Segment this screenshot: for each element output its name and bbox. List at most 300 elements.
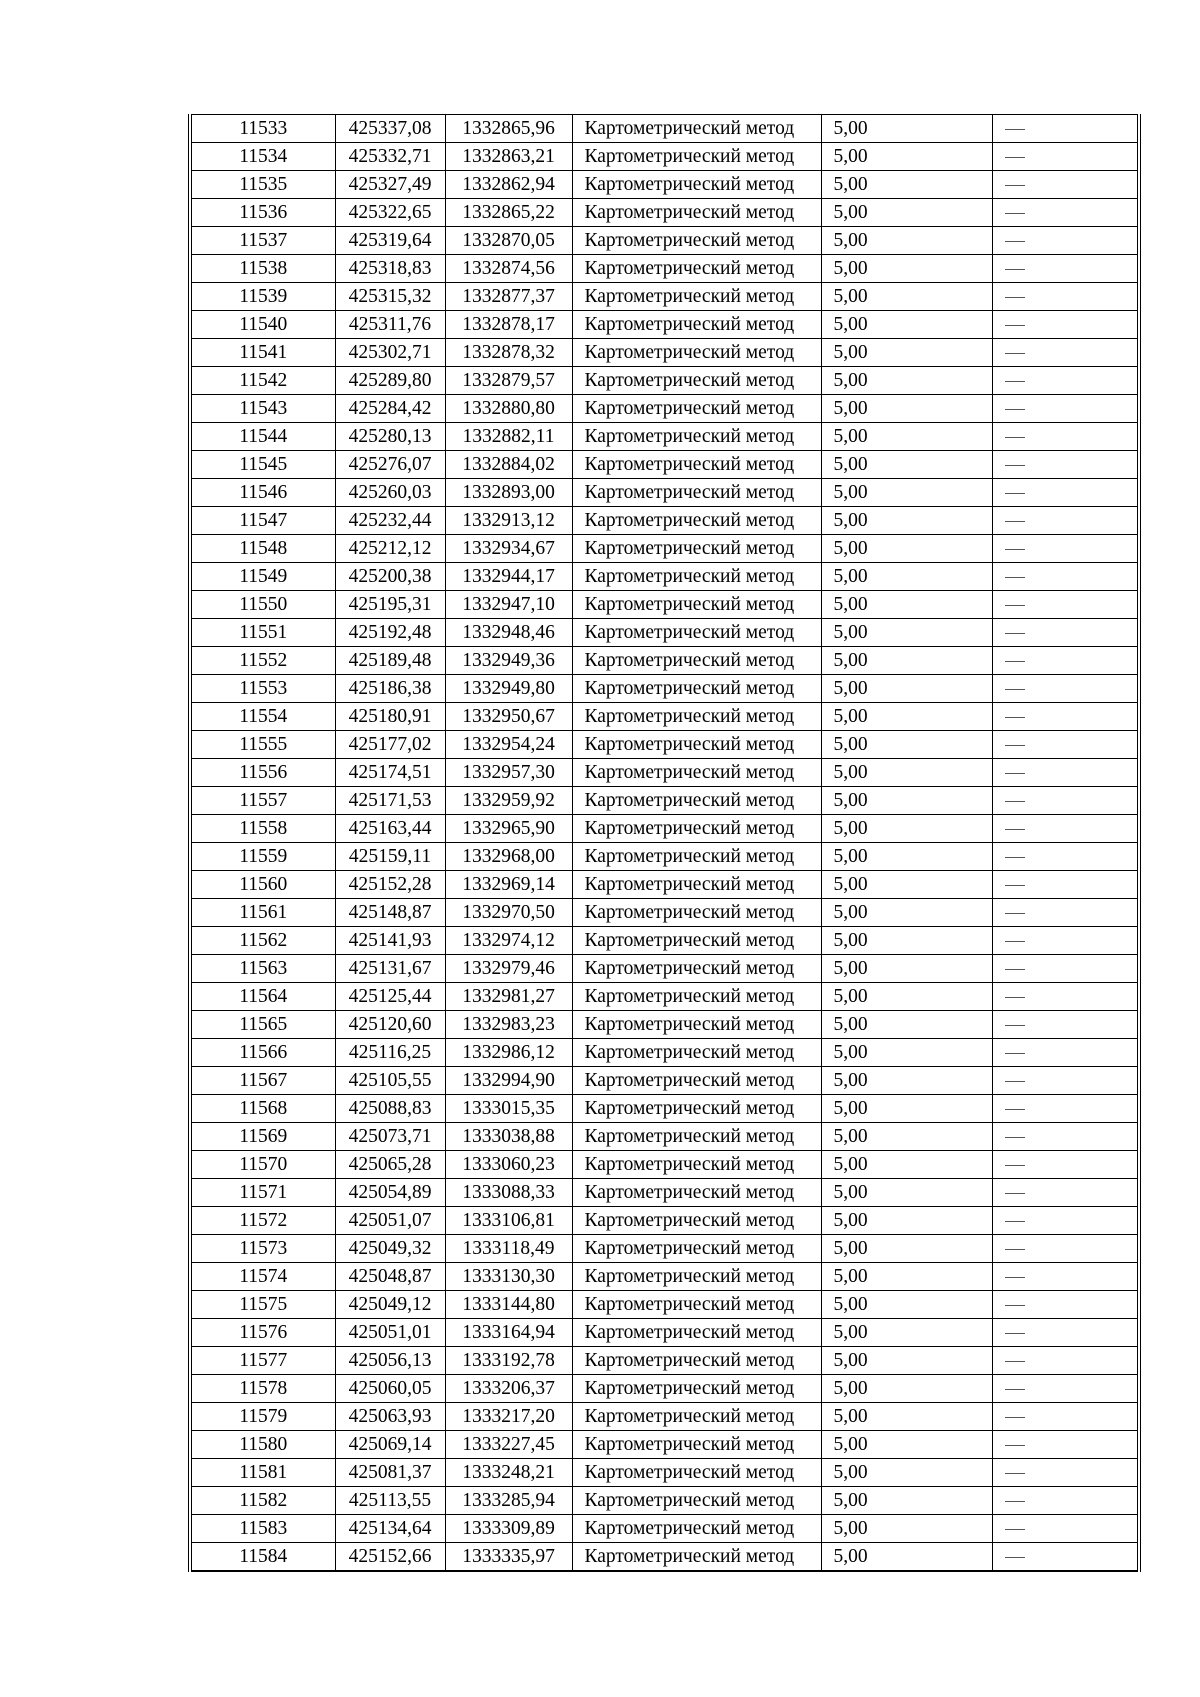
dash-mark [1005,1361,1025,1362]
table-row [190,1067,1139,1095]
cell-accuracy: 5,00 [821,339,992,367]
cell-note [992,1235,1139,1263]
cell-accuracy: 5,00 [821,843,992,871]
dash-mark [1005,297,1025,298]
cell-point-number: 11566 [190,1039,335,1067]
cell-accuracy: 5,00 [821,283,992,311]
cell-accuracy: 5,00 [821,367,992,395]
cell-method: Картометрический метод [572,283,821,311]
table-row [190,899,1139,927]
cell-note [992,479,1139,507]
cell-method: Картометрический метод [572,1095,821,1123]
cell-point-number: 11551 [190,619,335,647]
cell-point-number: 11558 [190,815,335,843]
dash-mark [1005,1165,1025,1166]
cell-method: Картометрический метод [572,143,821,171]
dash-mark [1005,1025,1025,1026]
table-row [190,1011,1139,1039]
cell-method: Картометрический метод [572,731,821,759]
cell-accuracy: 5,00 [821,1543,992,1572]
cell-accuracy: 5,00 [821,1039,992,1067]
cell-point-number: 11569 [190,1123,335,1151]
cell-coord-y: 1332934,67 [445,535,572,563]
cell-point-number: 11542 [190,367,335,395]
cell-coord-x: 425105,55 [335,1067,445,1095]
cell-method: Картометрический метод [572,843,821,871]
cell-coord-y: 1332954,24 [445,731,572,759]
cell-coord-y: 1333227,45 [445,1431,572,1459]
table-row [190,1179,1139,1207]
cell-coord-x: 425081,37 [335,1459,445,1487]
cell-method: Картометрический метод [572,311,821,339]
cell-coord-x: 425163,44 [335,815,445,843]
table-row [190,843,1139,871]
cell-accuracy: 5,00 [821,451,992,479]
cell-note [992,115,1139,143]
cell-coord-y: 1332950,67 [445,703,572,731]
cell-note [992,1123,1139,1151]
dash-mark [1005,605,1025,606]
table-row [190,1319,1139,1347]
cell-coord-y: 1333285,94 [445,1487,572,1515]
cell-note [992,703,1139,731]
cell-point-number: 11562 [190,927,335,955]
cell-coord-y: 1333164,94 [445,1319,572,1347]
cell-note [992,1515,1139,1543]
cell-accuracy: 5,00 [821,1459,992,1487]
cell-point-number: 11561 [190,899,335,927]
cell-coord-x: 425319,64 [335,227,445,255]
table-row [190,1151,1139,1179]
table-row [190,1263,1139,1291]
cell-coord-x: 425088,83 [335,1095,445,1123]
cell-coord-x: 425141,93 [335,927,445,955]
cell-accuracy: 5,00 [821,1431,992,1459]
cell-method: Картометрический метод [572,703,821,731]
dash-mark [1005,1109,1025,1110]
cell-coord-y: 1332862,94 [445,171,572,199]
cell-accuracy: 5,00 [821,871,992,899]
cell-method: Картометрический метод [572,1235,821,1263]
cell-point-number: 11541 [190,339,335,367]
cell-coord-y: 1332879,57 [445,367,572,395]
cell-coord-x: 425311,76 [335,311,445,339]
cell-accuracy: 5,00 [821,507,992,535]
cell-coord-y: 1333248,21 [445,1459,572,1487]
cell-note [992,1487,1139,1515]
cell-coord-x: 425318,83 [335,255,445,283]
cell-method: Картометрический метод [572,815,821,843]
cell-method: Картометрический метод [572,899,821,927]
cell-note [992,899,1139,927]
table-row [190,815,1139,843]
cell-method: Картометрический метод [572,927,821,955]
cell-point-number: 11536 [190,199,335,227]
dash-mark [1005,773,1025,774]
cell-note [992,507,1139,535]
cell-accuracy: 5,00 [821,227,992,255]
cell-note [992,871,1139,899]
cell-coord-x: 425180,91 [335,703,445,731]
cell-note [992,927,1139,955]
dash-mark [1005,1193,1025,1194]
cell-method: Картометрический метод [572,1347,821,1375]
table-row [190,1347,1139,1375]
cell-coord-x: 425289,80 [335,367,445,395]
dash-mark [1005,1081,1025,1082]
cell-coord-y: 1332959,92 [445,787,572,815]
cell-point-number: 11578 [190,1375,335,1403]
table-row [190,591,1139,619]
cell-point-number: 11581 [190,1459,335,1487]
cell-note [992,1067,1139,1095]
dash-mark [1005,1417,1025,1418]
table-row [190,703,1139,731]
cell-coord-y: 1333118,49 [445,1235,572,1263]
table-row [190,647,1139,675]
cell-note [992,1011,1139,1039]
table-row [190,1459,1139,1487]
cell-method: Картометрический метод [572,675,821,703]
cell-coord-y: 1333309,89 [445,1515,572,1543]
dash-mark [1005,1557,1025,1558]
cell-coord-x: 425322,65 [335,199,445,227]
table-row [190,955,1139,983]
table-row [190,311,1139,339]
cell-accuracy: 5,00 [821,647,992,675]
cell-coord-y: 1333106,81 [445,1207,572,1235]
cell-coord-x: 425148,87 [335,899,445,927]
dash-mark [1005,1389,1025,1390]
cell-note [992,1543,1139,1572]
table-row [190,1431,1139,1459]
table-row [190,1207,1139,1235]
cell-coord-y: 1332981,27 [445,983,572,1011]
table-row [190,871,1139,899]
cell-point-number: 11582 [190,1487,335,1515]
cell-accuracy: 5,00 [821,731,992,759]
table-row [190,339,1139,367]
cell-coord-x: 425113,55 [335,1487,445,1515]
cell-coord-y: 1332983,23 [445,1011,572,1039]
table-row [190,1375,1139,1403]
cell-note [992,1263,1139,1291]
cell-method: Картометрический метод [572,1123,821,1151]
table-row [190,507,1139,535]
dash-mark [1005,969,1025,970]
cell-accuracy: 5,00 [821,199,992,227]
cell-accuracy: 5,00 [821,899,992,927]
cell-coord-x: 425049,12 [335,1291,445,1319]
cell-coord-y: 1332969,14 [445,871,572,899]
cell-accuracy: 5,00 [821,703,992,731]
cell-point-number: 11567 [190,1067,335,1095]
cell-note [992,199,1139,227]
cell-coord-x: 425056,13 [335,1347,445,1375]
cell-note [992,675,1139,703]
cell-note [992,1319,1139,1347]
cell-method: Картометрический метод [572,339,821,367]
dash-mark [1005,661,1025,662]
cell-coord-x: 425186,38 [335,675,445,703]
cell-note [992,1095,1139,1123]
table-row [190,1095,1139,1123]
cell-coord-y: 1332979,46 [445,955,572,983]
table-row [190,423,1139,451]
cell-note [992,1179,1139,1207]
dash-mark [1005,185,1025,186]
cell-coord-y: 1332870,05 [445,227,572,255]
cell-method: Картометрический метод [572,479,821,507]
cell-point-number: 11539 [190,283,335,311]
cell-point-number: 11533 [190,115,335,143]
dash-mark [1005,913,1025,914]
cell-point-number: 11557 [190,787,335,815]
cell-method: Картометрический метод [572,1011,821,1039]
table-row [190,1487,1139,1515]
cell-method: Картометрический метод [572,1543,821,1572]
cell-method: Картометрический метод [572,507,821,535]
cell-coord-x: 425192,48 [335,619,445,647]
dash-mark [1005,129,1025,130]
cell-method: Картометрический метод [572,619,821,647]
cell-accuracy: 5,00 [821,311,992,339]
cell-coord-y: 1332865,96 [445,115,572,143]
dash-mark [1005,1445,1025,1446]
cell-accuracy: 5,00 [821,1487,992,1515]
cell-accuracy: 5,00 [821,535,992,563]
table-row [190,143,1139,171]
cell-method: Картометрический метод [572,871,821,899]
cell-point-number: 11564 [190,983,335,1011]
cell-coord-y: 1332986,12 [445,1039,572,1067]
cell-note [992,255,1139,283]
cell-accuracy: 5,00 [821,1123,992,1151]
cell-note [992,1039,1139,1067]
dash-mark [1005,1249,1025,1250]
dash-mark [1005,941,1025,942]
cell-accuracy: 5,00 [821,143,992,171]
cell-method: Картометрический метод [572,1067,821,1095]
cell-coord-y: 1332913,12 [445,507,572,535]
table-row [190,1515,1139,1543]
cell-accuracy: 5,00 [821,983,992,1011]
dash-mark [1005,857,1025,858]
cell-point-number: 11538 [190,255,335,283]
cell-point-number: 11559 [190,843,335,871]
cell-coord-y: 1333335,97 [445,1543,572,1572]
cell-accuracy: 5,00 [821,815,992,843]
cell-accuracy: 5,00 [821,395,992,423]
cell-method: Картометрический метод [572,423,821,451]
cell-accuracy: 5,00 [821,1179,992,1207]
cell-coord-y: 1333130,30 [445,1263,572,1291]
cell-note [992,535,1139,563]
table-row [190,479,1139,507]
cell-point-number: 11573 [190,1235,335,1263]
cell-note [992,1347,1139,1375]
cell-method: Картометрический метод [572,1431,821,1459]
cell-note [992,423,1139,451]
cell-accuracy: 5,00 [821,1235,992,1263]
cell-point-number: 11576 [190,1319,335,1347]
cell-note [992,759,1139,787]
cell-coord-y: 1333088,33 [445,1179,572,1207]
cell-point-number: 11534 [190,143,335,171]
cell-coord-y: 1332863,21 [445,143,572,171]
cell-method: Картометрический метод [572,1263,821,1291]
dash-mark [1005,829,1025,830]
dash-mark [1005,1277,1025,1278]
cell-coord-y: 1333206,37 [445,1375,572,1403]
cell-coord-x: 425048,87 [335,1263,445,1291]
cell-coord-y: 1332874,56 [445,255,572,283]
cell-note [992,1431,1139,1459]
cell-coord-x: 425189,48 [335,647,445,675]
dash-mark [1005,549,1025,550]
dash-mark [1005,1333,1025,1334]
cell-point-number: 11543 [190,395,335,423]
cell-coord-y: 1332965,90 [445,815,572,843]
cell-note [992,843,1139,871]
cell-note [992,1375,1139,1403]
cell-coord-x: 425174,51 [335,759,445,787]
cell-coord-y: 1332880,80 [445,395,572,423]
cell-coord-y: 1332944,17 [445,563,572,591]
dash-mark [1005,633,1025,634]
cell-accuracy: 5,00 [821,1095,992,1123]
cell-accuracy: 5,00 [821,675,992,703]
cell-method: Картометрический метод [572,1291,821,1319]
cell-note [992,451,1139,479]
cell-coord-x: 425302,71 [335,339,445,367]
dash-mark [1005,689,1025,690]
cell-note [992,171,1139,199]
table-row [190,619,1139,647]
dash-mark [1005,1053,1025,1054]
cell-coord-x: 425212,12 [335,535,445,563]
cell-method: Картометрический метод [572,759,821,787]
cell-method: Картометрический метод [572,1375,821,1403]
cell-point-number: 11572 [190,1207,335,1235]
cell-point-number: 11544 [190,423,335,451]
dash-mark [1005,353,1025,354]
cell-accuracy: 5,00 [821,955,992,983]
cell-method: Картометрический метод [572,1039,821,1067]
cell-coord-y: 1333038,88 [445,1123,572,1151]
cell-method: Картометрический метод [572,983,821,1011]
cell-accuracy: 5,00 [821,619,992,647]
dash-mark [1005,493,1025,494]
cell-note [992,311,1139,339]
table-row [190,171,1139,199]
cell-method: Картометрический метод [572,451,821,479]
cell-accuracy: 5,00 [821,479,992,507]
cell-coord-x: 425327,49 [335,171,445,199]
cell-coord-x: 425051,01 [335,1319,445,1347]
cell-method: Картометрический метод [572,1459,821,1487]
table-body [190,115,1139,1572]
cell-coord-x: 425276,07 [335,451,445,479]
cell-point-number: 11565 [190,1011,335,1039]
cell-coord-y: 1333144,80 [445,1291,572,1319]
cell-method: Картометрический метод [572,171,821,199]
cell-accuracy: 5,00 [821,1403,992,1431]
cell-coord-y: 1333217,20 [445,1403,572,1431]
cell-method: Картометрический метод [572,1319,821,1347]
cell-point-number: 11553 [190,675,335,703]
table-row [190,563,1139,591]
cell-note [992,563,1139,591]
cell-method: Картометрический метод [572,1403,821,1431]
table-row [190,1291,1139,1319]
dash-mark [1005,577,1025,578]
cell-note [992,983,1139,1011]
dash-mark [1005,437,1025,438]
cell-point-number: 11550 [190,591,335,619]
dash-mark [1005,1137,1025,1138]
cell-coord-x: 425134,64 [335,1515,445,1543]
cell-coord-x: 425177,02 [335,731,445,759]
cell-accuracy: 5,00 [821,787,992,815]
cell-point-number: 11537 [190,227,335,255]
cell-coord-y: 1332882,11 [445,423,572,451]
cell-method: Картометрический метод [572,1487,821,1515]
cell-point-number: 11540 [190,311,335,339]
cell-note [992,955,1139,983]
dash-mark [1005,157,1025,158]
cell-point-number: 11570 [190,1151,335,1179]
cell-point-number: 11556 [190,759,335,787]
cell-coord-y: 1332865,22 [445,199,572,227]
cell-coord-y: 1333192,78 [445,1347,572,1375]
cell-note [992,815,1139,843]
cell-accuracy: 5,00 [821,1319,992,1347]
cell-coord-x: 425280,13 [335,423,445,451]
cell-accuracy: 5,00 [821,423,992,451]
cell-accuracy: 5,00 [821,1375,992,1403]
cell-coord-y: 1333060,23 [445,1151,572,1179]
cell-coord-x: 425049,32 [335,1235,445,1263]
cell-accuracy: 5,00 [821,1515,992,1543]
dash-mark [1005,409,1025,410]
cell-coord-x: 425060,05 [335,1375,445,1403]
cell-method: Картометрический метод [572,563,821,591]
cell-coord-y: 1332878,17 [445,311,572,339]
dash-mark [1005,213,1025,214]
table-row [190,367,1139,395]
cell-point-number: 11535 [190,171,335,199]
table-row [190,1123,1139,1151]
cell-coord-x: 425159,11 [335,843,445,871]
cell-method: Картометрический метод [572,787,821,815]
cell-coord-x: 425051,07 [335,1207,445,1235]
cell-coord-x: 425125,44 [335,983,445,1011]
cell-point-number: 11583 [190,1515,335,1543]
dash-mark [1005,521,1025,522]
table-row [190,283,1139,311]
dash-mark [1005,997,1025,998]
cell-coord-x: 425131,67 [335,955,445,983]
cell-coord-x: 425232,44 [335,507,445,535]
table-row [190,759,1139,787]
cell-accuracy: 5,00 [821,1151,992,1179]
cell-accuracy: 5,00 [821,255,992,283]
cell-coord-y: 1332968,00 [445,843,572,871]
dash-mark [1005,1221,1025,1222]
cell-note [992,647,1139,675]
cell-method: Картометрический метод [572,591,821,619]
